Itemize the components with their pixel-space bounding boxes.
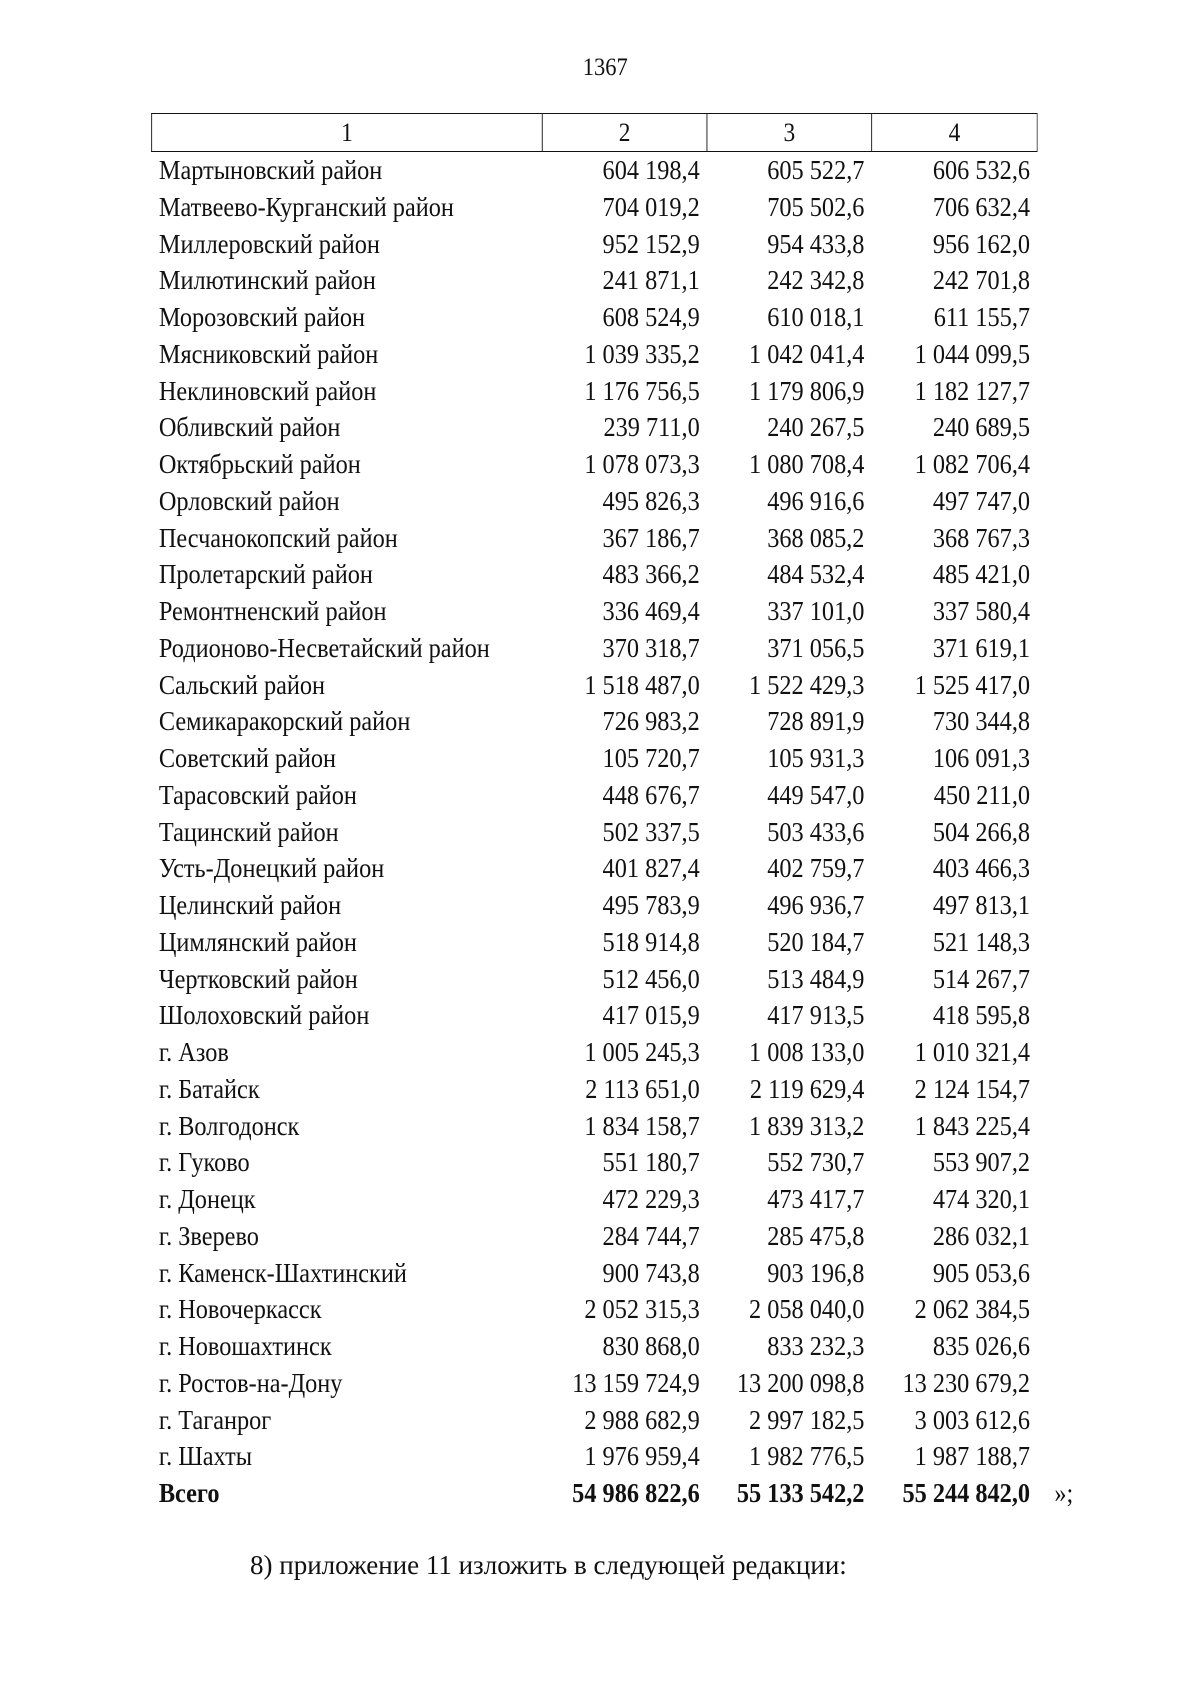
table-row: [152, 1144, 1038, 1181]
total-value: 54 986 822,6: [572, 1478, 700, 1508]
amount-cell: 905 053,6: [932, 1257, 1031, 1288]
table-row: [152, 1402, 1038, 1439]
table-row: [152, 814, 1038, 851]
table-row: [152, 887, 1038, 924]
amount-cell: 241 871,1: [602, 265, 700, 296]
amount-cell: 497 813,1: [932, 890, 1031, 920]
amount-cell: 105 720,7: [602, 743, 700, 773]
table-row: [152, 703, 1038, 740]
table-row: [152, 667, 1038, 704]
table-row: [152, 1328, 1038, 1365]
budget-table: [151, 113, 1074, 1512]
table-row: [152, 1181, 1038, 1218]
amount-cell: 903 196,8: [767, 1257, 865, 1288]
amount-cell: 1 039 335,2: [584, 338, 700, 369]
amount-cell: 606 532,6: [932, 155, 1031, 185]
district-name: г. Новошахтинск: [158, 1331, 332, 1361]
amount-cell: 2 058 040,0: [749, 1294, 865, 1325]
total-value: 55 244 842,0: [902, 1478, 1031, 1508]
column-header: 3: [707, 114, 872, 152]
table-row: [152, 997, 1038, 1034]
district-name: Мартыновский район: [158, 155, 383, 185]
district-name: Тацинский район: [158, 816, 339, 847]
total-label: Всего: [158, 1478, 220, 1508]
amount-cell: 1 042 041,4: [749, 338, 865, 369]
amount-cell: 2 997 182,5: [749, 1404, 865, 1435]
amount-cell: 2 119 629,4: [749, 1073, 865, 1104]
amount-cell: 368 085,2: [767, 522, 865, 553]
amount-cell: 336 469,4: [602, 596, 700, 626]
amount-cell: 402 759,7: [767, 853, 865, 884]
amount-cell: 706 632,4: [932, 191, 1031, 222]
district-name: Неклиновский район: [158, 375, 377, 406]
amount-cell: 726 983,2: [602, 706, 700, 737]
district-name: Милютинский район: [158, 265, 376, 296]
table-row: [152, 336, 1038, 373]
amount-cell: 1 843 225,4: [914, 1110, 1031, 1141]
amount-cell: 13 230 679,2: [902, 1367, 1031, 1398]
amount-cell: 472 229,3: [602, 1184, 700, 1214]
district-name: Песчанокопский район: [158, 522, 398, 553]
table-row: [152, 299, 1038, 336]
amount-cell: 518 914,8: [602, 926, 700, 957]
district-name: Чертковский район: [158, 963, 358, 994]
amount-cell: 608 524,9: [602, 302, 700, 332]
amount-cell: 1 044 099,5: [914, 338, 1031, 369]
table-header-row: [152, 114, 1038, 152]
district-name: Цимлянский район: [158, 926, 357, 957]
district-name: Советский район: [158, 743, 337, 773]
table-row: [152, 630, 1038, 667]
amount-cell: 105 931,3: [767, 743, 865, 773]
amount-cell: 730 344,8: [932, 706, 1031, 737]
amount-cell: 285 475,8: [767, 1220, 865, 1251]
next-instruction: 8) приложение 11 изложить в следующей редакции:: [250, 1550, 847, 1580]
table-row: [152, 850, 1038, 887]
table-row: [152, 1255, 1038, 1292]
column-header: 2: [542, 114, 707, 152]
amount-cell: 2 124 154,7: [914, 1073, 1031, 1104]
amount-cell: 2 113 651,0: [585, 1073, 700, 1104]
district-name: г. Шахты: [158, 1441, 253, 1472]
amount-cell: 513 484,9: [767, 963, 865, 994]
district-name: Обливский район: [158, 412, 341, 443]
table-row: [152, 152, 1038, 189]
district-name: Усть-Донецкий район: [158, 853, 385, 884]
amount-cell: 705 502,6: [767, 191, 865, 222]
amount-cell: 2 062 384,5: [914, 1294, 1031, 1325]
table-row: [152, 262, 1038, 299]
amount-cell: 954 433,8: [767, 228, 865, 259]
amount-cell: 337 101,0: [767, 596, 865, 626]
table-row: [152, 409, 1038, 446]
amount-cell: 403 466,3: [932, 853, 1031, 884]
amount-cell: 1 010 321,4: [914, 1037, 1031, 1067]
table-row: [152, 1438, 1038, 1475]
amount-cell: 474 320,1: [932, 1184, 1031, 1214]
amount-cell: 611 155,7: [933, 302, 1031, 332]
amount-cell: 521 148,3: [932, 926, 1031, 957]
table-row: [152, 1108, 1038, 1145]
district-name: г. Азов: [158, 1037, 229, 1067]
amount-cell: 1 976 959,4: [584, 1441, 700, 1472]
district-name: г. Зверево: [158, 1220, 259, 1251]
amount-cell: 367 186,7: [602, 522, 700, 553]
table-body: [152, 152, 1038, 1476]
amount-cell: 337 580,4: [932, 596, 1031, 626]
amount-cell: 520 184,7: [767, 926, 865, 957]
amount-cell: 551 180,7: [602, 1147, 700, 1178]
amount-cell: 417 913,5: [767, 1000, 865, 1031]
amount-cell: 239 711,0: [603, 412, 700, 443]
table-row: [152, 1291, 1038, 1328]
amount-cell: 553 907,2: [932, 1147, 1031, 1178]
district-name: г. Гуково: [158, 1147, 250, 1178]
amount-cell: 1 182 127,7: [914, 375, 1031, 406]
district-name: г. Донецк: [158, 1184, 256, 1214]
closing-quote: »;: [1054, 1478, 1074, 1508]
amount-cell: 240 689,5: [932, 412, 1031, 443]
total-row: [152, 1475, 1038, 1512]
amount-cell: 1 522 429,3: [749, 669, 865, 700]
amount-cell: 1 005 245,3: [584, 1037, 700, 1067]
amount-cell: 3 003 612,6: [914, 1404, 1031, 1435]
amount-cell: 371 056,5: [767, 632, 865, 663]
district-name: Морозовский район: [158, 302, 366, 332]
amount-cell: 1 525 417,0: [914, 669, 1031, 700]
amount-cell: 552 730,7: [767, 1147, 865, 1178]
amount-cell: 512 456,0: [602, 963, 700, 994]
amount-cell: 2 052 315,3: [584, 1294, 700, 1325]
amount-cell: 833 232,3: [767, 1331, 865, 1361]
amount-cell: 605 522,7: [767, 155, 865, 185]
amount-cell: 484 532,4: [767, 559, 865, 590]
amount-cell: 1 518 487,0: [584, 669, 700, 700]
table-row: [152, 593, 1038, 630]
table-row: [152, 1034, 1038, 1071]
district-name: г. Батайск: [158, 1073, 260, 1104]
table-row: [152, 961, 1038, 998]
district-name: Сальский район: [158, 669, 326, 700]
table-row: [152, 189, 1038, 226]
amount-cell: 1 008 133,0: [749, 1037, 865, 1067]
table-row: [152, 740, 1038, 777]
amount-cell: 449 547,0: [767, 779, 865, 810]
amount-cell: 835 026,6: [932, 1331, 1031, 1361]
amount-cell: 728 891,9: [767, 706, 865, 737]
table-row: [152, 777, 1038, 814]
amount-cell: 368 767,3: [932, 522, 1031, 553]
table-row: [152, 373, 1038, 410]
amount-cell: 956 162,0: [932, 228, 1031, 259]
amount-cell: 370 318,7: [602, 632, 700, 663]
amount-cell: 1 839 313,2: [749, 1110, 865, 1141]
district-name: Ремонтненский район: [158, 596, 387, 626]
district-name: Матвеево-Курганский район: [158, 191, 454, 222]
district-name: г. Каменск-Шахтинский: [158, 1257, 407, 1288]
district-name: г. Таганрог: [158, 1404, 272, 1435]
column-header: 4: [872, 114, 1038, 152]
amount-cell: 473 417,7: [767, 1184, 865, 1214]
amount-cell: 418 595,8: [932, 1000, 1031, 1031]
amount-cell: 450 211,0: [933, 779, 1031, 810]
amount-cell: 106 091,3: [932, 743, 1031, 773]
table-row: [152, 924, 1038, 961]
amount-cell: 485 421,0: [932, 559, 1031, 590]
total-value-cell: [872, 1475, 1074, 1512]
district-name: г. Новочеркасск: [158, 1294, 322, 1325]
amount-cell: 952 152,9: [602, 228, 700, 259]
amount-cell: 284 744,7: [602, 1220, 700, 1251]
amount-cell: 1 982 776,5: [749, 1441, 865, 1472]
table-row: [152, 483, 1038, 520]
table-row: [152, 226, 1038, 263]
amount-cell: 1 176 756,5: [584, 375, 700, 406]
page-number: 1367: [582, 54, 628, 81]
amount-cell: 240 267,5: [767, 412, 865, 443]
column-header: 1: [152, 114, 543, 152]
district-name: Пролетарский район: [158, 559, 373, 590]
table-row: [152, 1365, 1038, 1402]
district-name: Орловский район: [158, 485, 340, 516]
amount-cell: 514 267,7: [932, 963, 1031, 994]
amount-cell: 448 676,7: [602, 779, 700, 810]
district-name: г. Ростов-на-Дону: [158, 1367, 343, 1398]
amount-cell: 610 018,1: [767, 302, 865, 332]
district-name: Октябрьский район: [158, 449, 361, 479]
amount-cell: 504 266,8: [932, 816, 1031, 847]
district-name: Семикаракорский район: [158, 706, 411, 737]
amount-cell: 371 619,1: [932, 632, 1031, 663]
district-name: Миллеровский район: [158, 228, 380, 259]
district-name: г. Волгодонск: [158, 1110, 300, 1141]
amount-cell: 496 916,6: [767, 485, 865, 516]
amount-cell: 417 015,9: [602, 1000, 700, 1031]
amount-cell: 13 200 098,8: [736, 1367, 865, 1398]
amount-cell: 13 159 724,9: [572, 1367, 700, 1398]
total-value: 55 133 542,2: [736, 1478, 865, 1508]
amount-cell: 242 342,8: [767, 265, 865, 296]
district-name: Шолоховский район: [158, 1000, 370, 1031]
amount-cell: 1 987 188,7: [914, 1441, 1031, 1472]
amount-cell: 1 080 708,4: [749, 449, 865, 479]
amount-cell: 900 743,8: [602, 1257, 700, 1288]
amount-cell: 242 701,8: [932, 265, 1031, 296]
amount-cell: 503 433,6: [767, 816, 865, 847]
amount-cell: 830 868,0: [602, 1331, 700, 1361]
amount-cell: 495 783,9: [602, 890, 700, 920]
district-name: Тарасовский район: [158, 779, 357, 810]
table-row: [152, 1071, 1038, 1108]
district-name: Целинский район: [158, 890, 342, 920]
district-name: Мясниковский район: [158, 338, 379, 369]
amount-cell: 286 032,1: [932, 1220, 1031, 1251]
table-row: [152, 520, 1038, 557]
amount-cell: 1 834 158,7: [584, 1110, 700, 1141]
amount-cell: 1 179 806,9: [749, 375, 865, 406]
amount-cell: 401 827,4: [602, 853, 700, 884]
amount-cell: 1 082 706,4: [914, 449, 1031, 479]
table-row: [152, 1218, 1038, 1255]
amount-cell: 496 936,7: [767, 890, 865, 920]
amount-cell: 497 747,0: [932, 485, 1031, 516]
amount-cell: 495 826,3: [602, 485, 700, 516]
district-name: Родионово-Несветайский район: [158, 632, 490, 663]
amount-cell: 502 337,5: [602, 816, 700, 847]
amount-cell: 704 019,2: [602, 191, 700, 222]
amount-cell: 604 198,4: [602, 155, 700, 185]
amount-cell: 1 078 073,3: [584, 449, 700, 479]
table-row: [152, 446, 1038, 483]
amount-cell: 2 988 682,9: [584, 1404, 700, 1435]
amount-cell: 483 366,2: [602, 559, 700, 590]
table-row: [152, 556, 1038, 593]
